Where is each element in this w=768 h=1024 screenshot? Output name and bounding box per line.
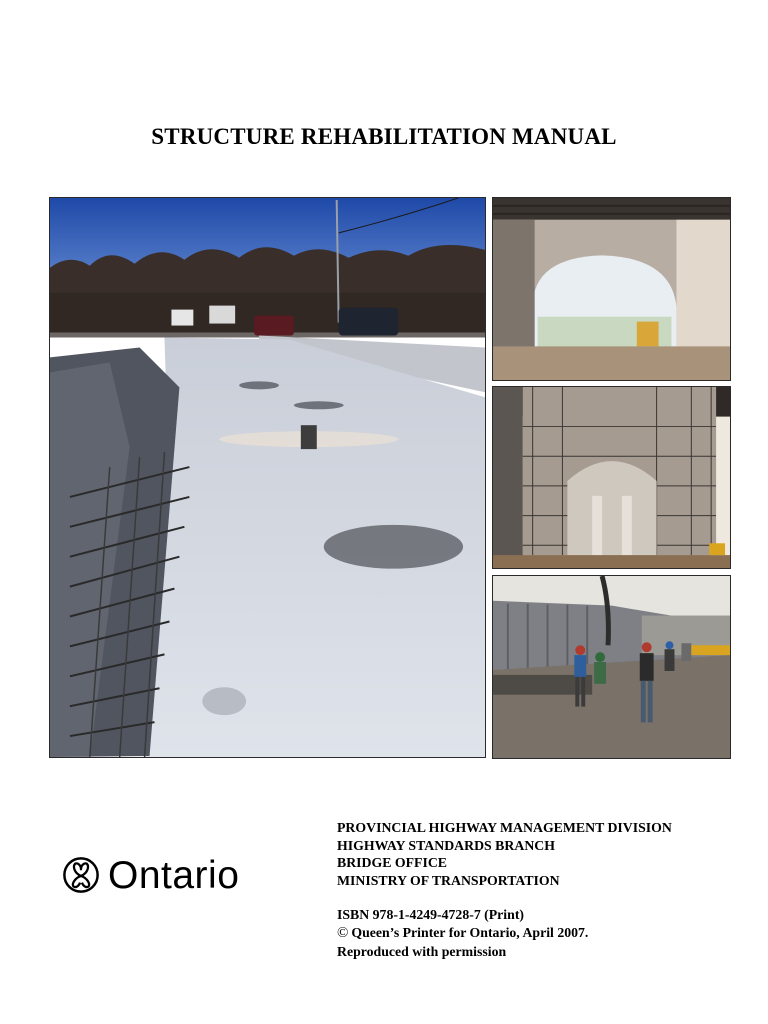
copyright-line <box>337 924 747 943</box>
ontario-logo <box>62 852 239 898</box>
publisher-info <box>337 819 747 960</box>
copyright-icon: © <box>337 924 349 941</box>
branch-line: HIGHWAY STANDARDS BRANCH <box>337 837 555 853</box>
division-line: PROVINCIAL HIGHWAY MANAGEMENT DIVISION <box>337 820 672 835</box>
ontario-wordmark: Ontario <box>108 853 240 897</box>
reproduced-line: Reproduced with permission <box>337 943 507 959</box>
document-title: STRUCTURE REHABILITATION MANUAL <box>151 124 617 149</box>
arch-photo <box>492 197 731 381</box>
ministry-line: MINISTRY OF TRANSPORTATION <box>337 872 560 888</box>
isbn-line: ISBN 978-1-4249-4728-7 (Print) <box>337 907 525 923</box>
trillium-icon <box>62 856 100 894</box>
workers-concrete-photo <box>492 575 731 759</box>
office-line: BRIDGE OFFICE <box>337 855 448 871</box>
scaffold-pier-photo <box>492 386 731 569</box>
bridge-deck-photo <box>49 197 486 758</box>
copyright-text: Queen’s Printer for Ontario, April 2007. <box>351 924 589 940</box>
